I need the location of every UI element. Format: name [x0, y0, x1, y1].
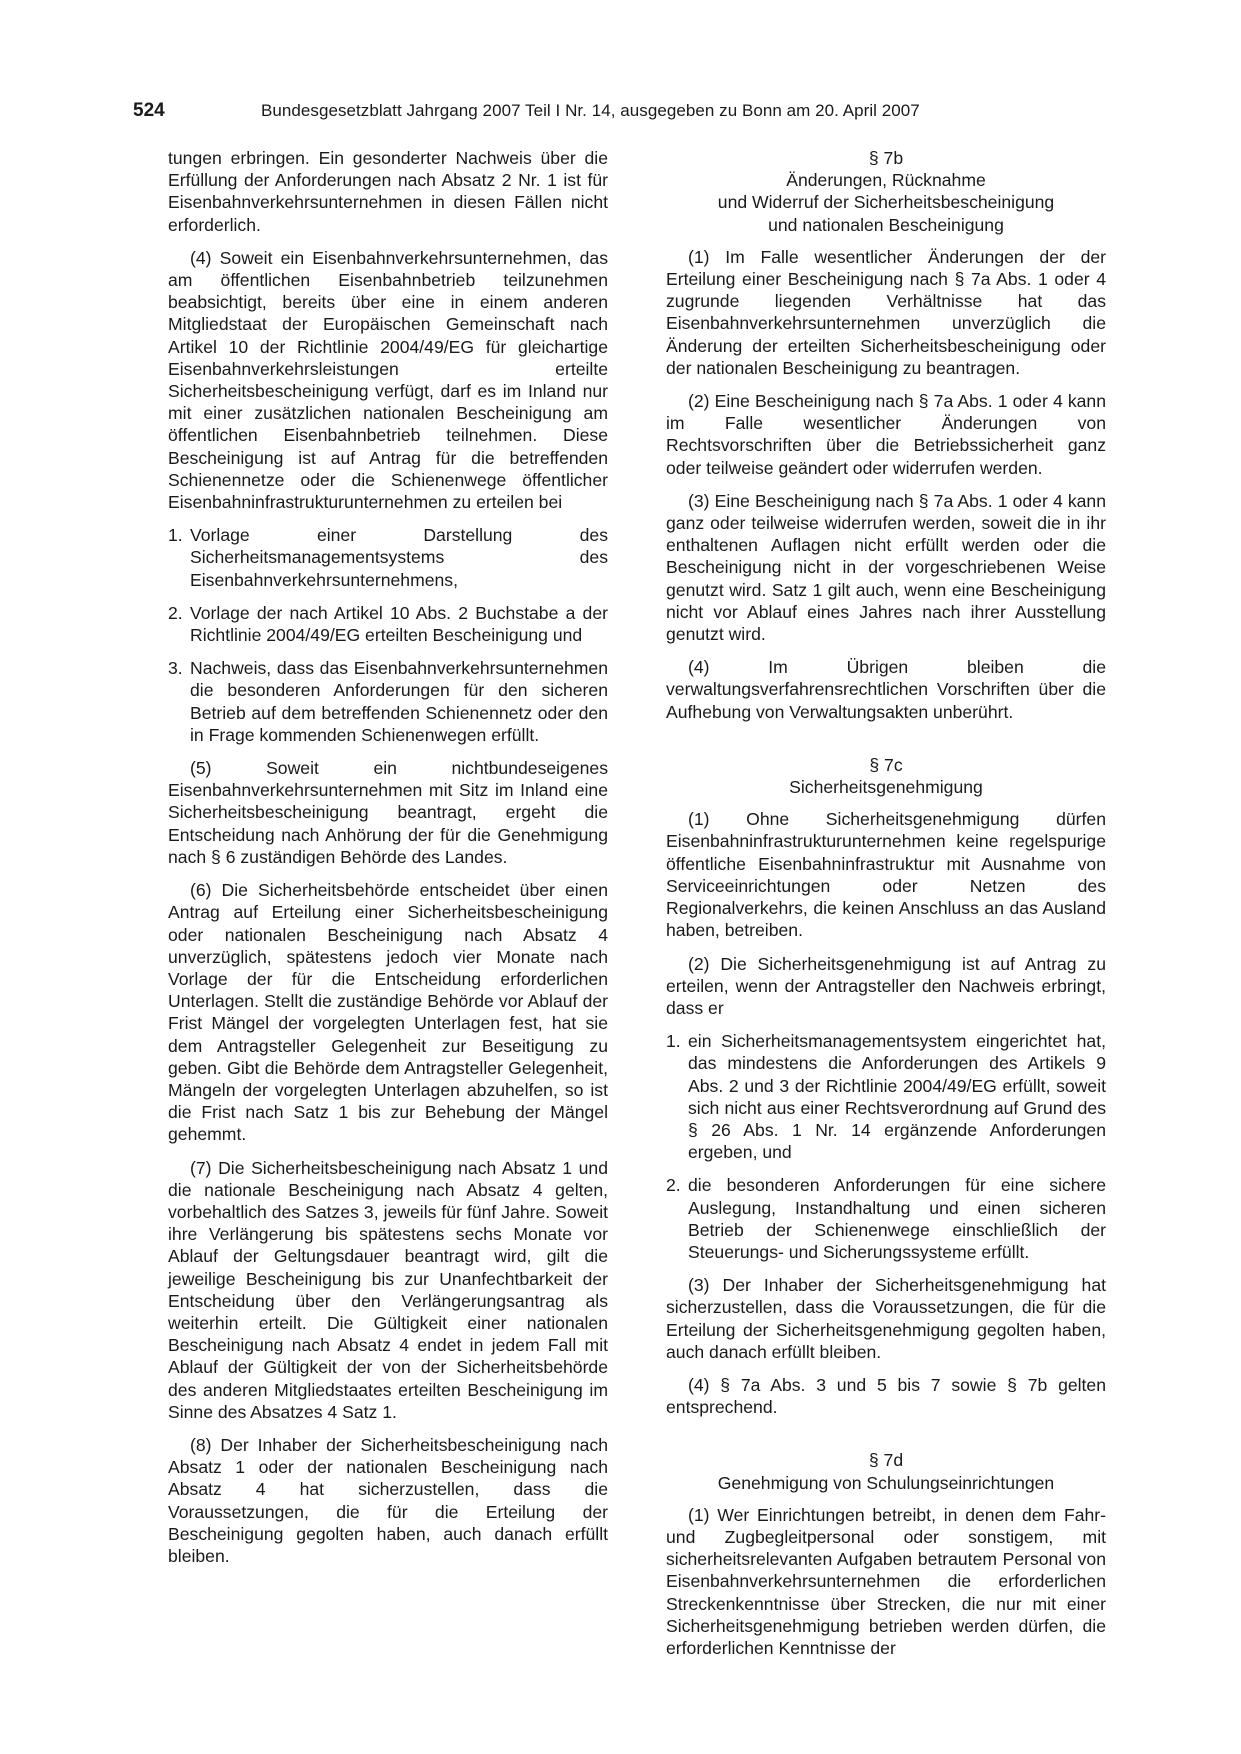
- section-title: Sicherheitsgenehmigung: [789, 777, 983, 798]
- list-item: [168, 524, 608, 591]
- section-title: Genehmigung von Schulungseinrichtungen: [717, 1472, 1055, 1493]
- section-7c: [666, 734, 1106, 1418]
- list-item: [666, 1174, 1106, 1263]
- section-number: § 7c: [869, 754, 903, 775]
- list-item-number: 2.: [666, 1175, 681, 1196]
- list-item: [168, 657, 608, 746]
- list-item: [666, 1030, 1106, 1163]
- list-item-text: Nachweis, dass das Eisenbahnverkehrsunternehmen die besonderen Anforderungen für den sicheren Betrieb auf dem betreffenden Schienennetz oder den in Frage kommenden Schienenwegen erfüllt.: [190, 658, 608, 745]
- list-item-text: die besonderen Anforderungen für eine sichere Auslegung, Instandhaltung und einen sicheren Betrieb der Schienenwege einschließlich der Steuerungs- und Sicherungssysteme erfüllt.: [688, 1175, 1106, 1262]
- paragraph-1: (1) Wer Einrichtungen betreibt, in denen dem Fahr- und Zugbegleitpersonal oder sonstigem, mit sicherheitsrelevanten Aufgaben betrautem Personal von Eisenbahnverkehrsunternehmen die erforderlichen Streckenkenntnisse über Strecken, die nur mit einer Sicherheitsgenehmigung betrieben werden dürfen, die erforderlichen Kenntnisse der: [666, 1504, 1106, 1658]
- page-header: [133, 100, 1106, 124]
- list-item-number: 1.: [666, 1031, 681, 1052]
- numbered-list: [666, 1030, 1106, 1263]
- page-number: 524: [133, 100, 165, 121]
- paragraph-3: (3) Eine Bescheinigung nach § 7a Abs. 1 oder 4 kann ganz oder teilweise widerrufen werden, soweit die in ihr enthaltenen Auflagen nicht erfüllt werden oder die Bescheinigung nicht in der vorgeschriebenen Weise genutzt wird. Satz 1 gilt auch, wenn eine Bescheinigung nicht vor Ablauf eines Jahres nach ihrer Ausstellung genutzt wird.: [666, 490, 1106, 645]
- numbered-list: [168, 524, 608, 746]
- paragraph-7: (7) Die Sicherheitsbescheinigung nach Absatz 1 und die nationale Bescheinigung nach Absatz 4 gelten, vorbehaltlich des Satzes 3, jeweils für fünf Jahre. Soweit ihre Verlängerung bis spätestens sechs Monate vor Ablauf der Geltungsdauer beantragt wird, gilt die jeweilige Bescheinigung bis zur Unanfechtbarkeit der Entscheidung über den Verlängerungsantrag als weiterhin erteilt. Die Gültigkeit einer nationalen Bescheinigung nach Absatz 4 endet in jedem Fall mit Ablauf der Gültigkeit der von der Sicherheitsbehörde des anderen Mitgliedstaates erteilten Bescheinigung im Sinne des Absatzes 4 Satz 1.: [168, 1157, 608, 1422]
- list-item-text: Vorlage einer Darstellung des Sicherheitsmanagementsystems des Eisenbahnverkehrsunternehmens,: [190, 525, 608, 590]
- list-item-text: Vorlage der nach Artikel 10 Abs. 2 Buchstabe a der Richtlinie 2004/49/EG erteilten Bescheinigung und: [190, 602, 608, 646]
- paragraph-6: (6) Die Sicherheitsbehörde entscheidet über einen Antrag auf Erteilung einer Sicherheitsbescheinigung oder nationalen Bescheinigung nach Absatz 4 unverzüglich, spätestens jedoch vier Monate nach Vorlage der für die Entscheidung erforderlichen Unterlagen. Stellt die zuständige Behörde vor Ablauf der Frist Mängel der vorgelegten Unterlagen fest, hat sie dem Antragsteller Gelegenheit zur Beseitigung zu geben. Gibt die Behörde dem Antragsteller Gelegenheit, Mängeln der vorgelegten Unterlagen abzuhelfen, so ist die Frist nach Satz 1 bis zur Behebung der Mängel gehemmt.: [168, 880, 608, 1145]
- paragraph-continuation: tungen erbringen. Ein gesonderter Nachweis über die Erfüllung der Anforderungen nach Absatz 2 Nr. 1 ist für Eisenbahnverkehrsunternehmen in diesen Fällen nicht erforderlich.: [168, 148, 608, 235]
- section-title-line: und Widerruf der Sicherheitsbescheinigung: [717, 192, 1055, 213]
- section-number: § 7d: [868, 1450, 904, 1471]
- left-column: [168, 147, 608, 1578]
- gazette-header: Bundesgesetzblatt Jahrgang 2007 Teil I Nr. 14, ausgegeben zu Bonn am 20. April 2007: [261, 101, 920, 120]
- list-item-number: 2.: [168, 602, 183, 623]
- paragraph-4: (4) § 7a Abs. 3 und 5 bis 7 sowie § 7b gelten entsprechend.: [666, 1374, 1106, 1418]
- list-item-number: 1.: [168, 525, 183, 546]
- list-item-text: ein Sicherheitsmanagementsystem eingerichtet hat, das mindestens die Anforderungen des Artikels 9 Abs. 2 und 3 der Richtlinie 2004/49/EG erfüllt, soweit sich nicht aus einer Rechtsverordnung auf Grund des § 26 Abs. 1 Nr. 14 ergänzende Anforderungen ergeben, und: [688, 1031, 1106, 1163]
- paragraph-2: (2) Die Sicherheitsgenehmigung ist auf Antrag zu erteilen, wenn der Antragsteller den Nachweis erbringt, dass er: [666, 953, 1106, 1018]
- paragraph-5: (5) Soweit ein nichtbundeseigenes Eisenbahnverkehrsunternehmen mit Sitz im Inland eine Sicherheitsbescheinigung beantragt, ergeht die Entscheidung nach Anhörung der für die Genehmigung nach § 6 zuständigen Behörde des Landes.: [168, 758, 608, 867]
- paragraph-2: (2) Eine Bescheinigung nach § 7a Abs. 1 oder 4 kann im Falle wesentlicher Änderungen von Rechtsvorschriften über die Betriebssicherheit ganz oder teilweise geändert oder widerrufen werden.: [666, 391, 1106, 478]
- section-title-line: und nationalen Bescheinigung: [768, 214, 1004, 235]
- section-title-line: Änderungen, Rücknahme: [786, 170, 986, 191]
- paragraph-3: (3) Der Inhaber der Sicherheitsgenehmigung hat sicherzustellen, dass die Voraussetzungen, die für die Erteilung der Sicherheitsgenehmigung gegolten haben, auch danach erfüllt bleiben.: [666, 1275, 1106, 1362]
- list-item: [168, 602, 608, 646]
- right-column: [666, 147, 1106, 1670]
- paragraph-8: (8) Der Inhaber der Sicherheitsbescheinigung nach Absatz 1 oder der nationalen Bescheinigung nach Absatz 4 hat sicherzustellen, dass die Voraussetzungen, die für die Erteilung der Bescheinigung gegolten haben, auch danach erfüllt bleiben.: [168, 1434, 608, 1566]
- paragraph-4: (4) Soweit ein Eisenbahnverkehrsunternehmen, das am öffentlichen Eisenbahnbetrieb teilzunehmen beabsichtigt, bereits über eine in einem anderen Mitgliedstaat der Europäischen Gemeinschaft nach Artikel 10 der Richtlinie 2004/49/EG für gleichartige Eisenbahnverkehrsleistungen erteilte Sicherheitsbescheinigung verfügt, darf es im Inland nur mit einer zusätzlichen nationalen Bescheinigung am öffentlichen Eisenbahnbetrieb teilnehmen. Diese Bescheinigung ist auf Antrag für die betreffenden Schienennetze oder die Schienenwege öffentlicher Eisenbahninfrastrukturunternehmen zu erteilen bei: [168, 247, 608, 513]
- section-7b: [666, 147, 1106, 723]
- paragraph-1: (1) Im Falle wesentlicher Änderungen der der Erteilung einer Bescheinigung nach § 7a Abs. 1 oder 4 zugrunde liegenden Verhältnisse hat das Eisenbahnverkehrsunternehmen unverzüglich die Änderung der erteilten Sicherheitsbescheinigung oder der nationalen Bescheinigung zu beantragen.: [666, 246, 1106, 378]
- section-number: § 7b: [868, 148, 904, 168]
- section-7d: [666, 1429, 1106, 1659]
- list-item-number: 3.: [168, 658, 183, 679]
- paragraph-1: (1) Ohne Sicherheitsgenehmigung dürfen Eisenbahninfrastrukturunternehmen keine regelspurige öffentliche Eisenbahninfrastruktur mit Ausnahme von Serviceeinrichtungen oder Netzen des Regionalverkehrs, die keinen Anschluss an das Ausland haben, betreiben.: [666, 809, 1106, 941]
- paragraph-4: (4) Im Übrigen bleiben die verwaltungsverfahrensrechtlichen Vorschriften über die Aufhebung von Verwaltungsakten unberührt.: [666, 657, 1106, 722]
